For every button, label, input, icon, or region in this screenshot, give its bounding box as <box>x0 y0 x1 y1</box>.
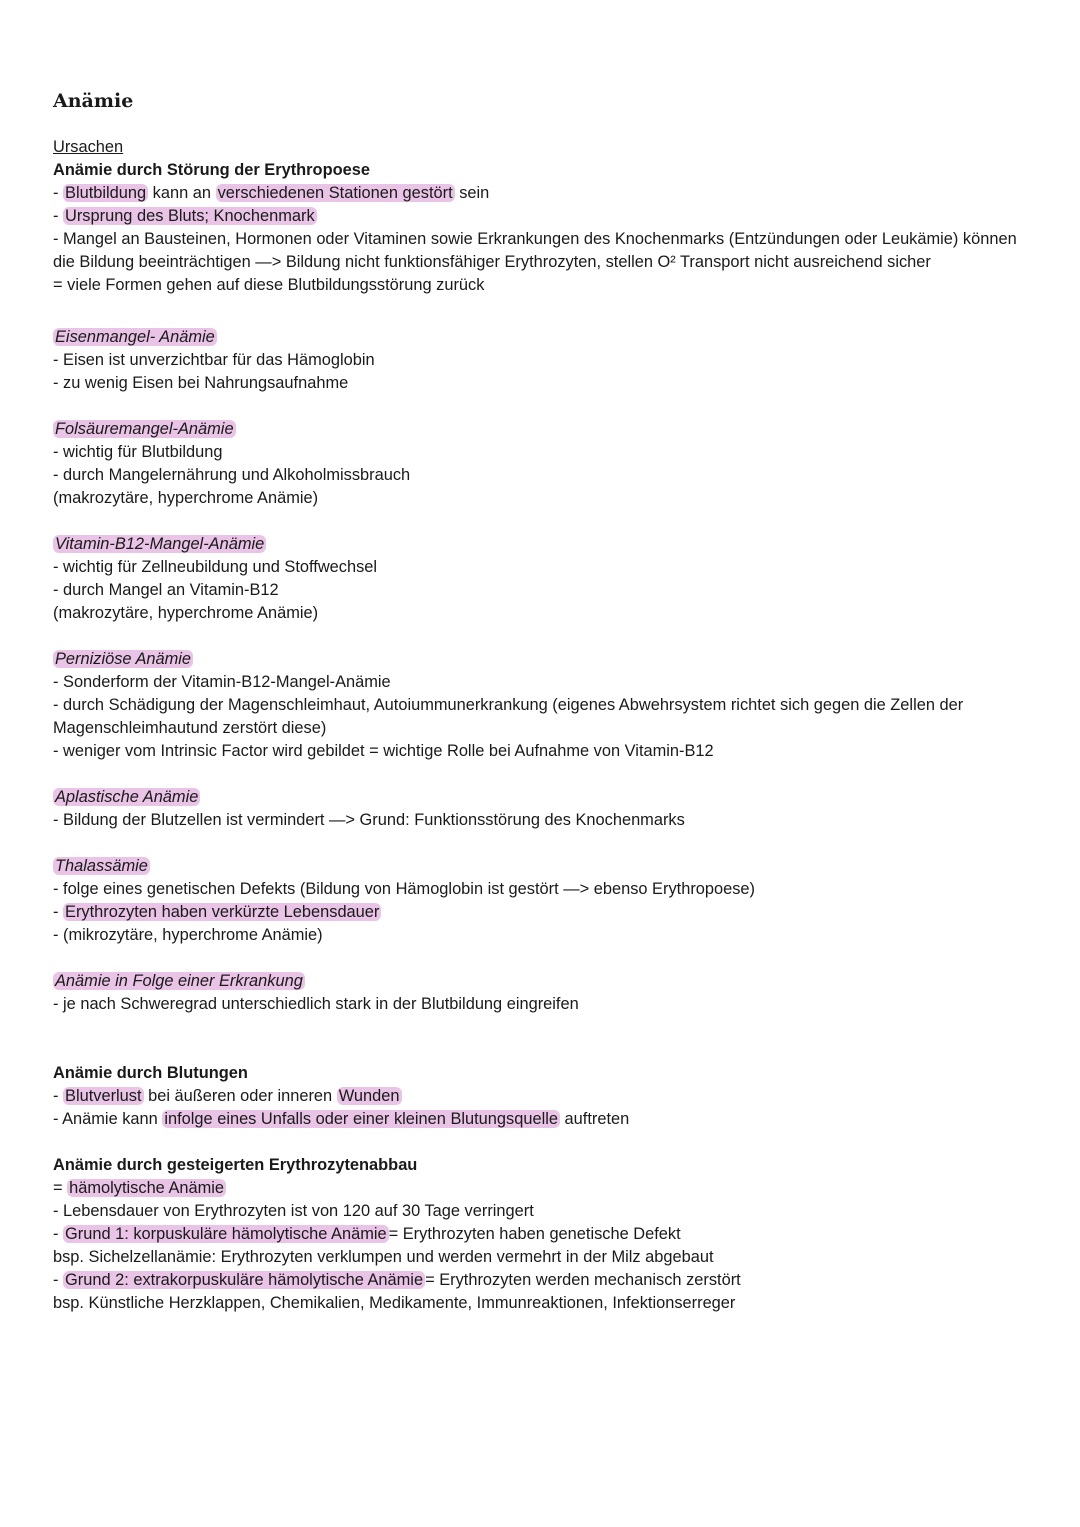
section-label-ursachen: Ursachen <box>53 138 124 156</box>
subheading-aplastische: Aplastische Anämie <box>55 788 199 806</box>
bullet-line: - wichtig für Zellneubildung und Stoffwechsel <box>53 558 378 576</box>
example-line: bsp. Künstliche Herzklappen, Chemikalien, Medikamente, Immunreaktionen, Infektionserreger <box>53 1294 736 1312</box>
subheading-vitamin-b12: Vitamin-B12-Mangel-Anämie <box>55 535 265 553</box>
bullet-line: - Grund 2: extrakorpuskuläre hämolytische Anämie = Erythrozyten werden mechanisch zerstört <box>53 1271 741 1289</box>
bullet-line: - Erythrozyten haben verkürzte Lebensdauer <box>53 903 380 921</box>
bullet-line: - Blutbildung kann an verschiedenen Stationen gestört sein <box>53 184 490 202</box>
summary-line: = viele Formen gehen auf diese Blutbildungsstörung zurück <box>53 276 485 294</box>
bullet-line: - Grund 1: korpuskuläre hämolytische Anämie = Erythrozyten haben genetische Defekt <box>53 1225 681 1243</box>
bullet-line: - Mangel an Bausteinen, Hormonen oder Vitaminen sowie Erkrankungen des Knochenmarks (Entzündungen oder Leukämie) können die Bildung beeinträchtigen —> Bildung nicht funktionsfähiger Erythrozyten, stellen O² Transport nicht ausreichend sicher <box>53 230 1017 271</box>
subheading-eisenmangel: Eisenmangel- Anämie <box>55 328 215 346</box>
bullet-line: - wichtig für Blutbildung <box>53 443 223 461</box>
page-title: Anämie <box>53 90 134 112</box>
subheading-perniziose: Perniziöse Anämie <box>55 650 192 668</box>
bullet-line: - Lebensdauer von Erythrozyten ist von 120 auf 30 Tage verringert <box>53 1202 534 1220</box>
highlight: infolge eines Unfalls oder einer kleinen Blutungsquelle <box>164 1110 558 1128</box>
subheading-thalassaemie: Thalassämie <box>55 857 148 875</box>
document-content <box>53 88 1028 1315</box>
subheading-folge-erkrankung: Anämie in Folge einer Erkrankung <box>55 972 303 990</box>
highlight: Wunden <box>338 1087 400 1105</box>
heading-erythrozytenabbau: Anämie durch gesteigerten Erythrozytenabbau <box>53 1156 418 1174</box>
example-line: bsp. Sichelzellanämie: Erythrozyten verklumpen und werden vermehrt in der Milz abgebaut <box>53 1248 714 1266</box>
highlight: Blutbildung <box>65 184 147 202</box>
bullet-line: - durch Schädigung der Magenschleimhaut, Autoiummunerkrankung (eigenes Abwehrsystem richtet sich gegen die Zellen der Magenschleimhautund zerstört diese) <box>53 696 964 737</box>
heading-erythropoese: Anämie durch Störung der Erythropoese <box>53 161 370 179</box>
note-line: (makrozytäre, hyperchrome Anämie) <box>53 604 319 622</box>
bullet-line: - (mikrozytäre, hyperchrome Anämie) <box>53 926 323 944</box>
highlight: Blutverlust <box>65 1087 142 1105</box>
bullet-line: - folge eines genetischen Defekts (Bildung von Hämoglobin ist gestört —> ebenso Erythropoese) <box>53 880 756 898</box>
bullet-line: - je nach Schweregrad unterschiedlich stark in der Blutbildung eingreifen <box>53 995 579 1013</box>
highlight: Ursprung des Bluts; Knochenmark <box>65 207 315 225</box>
bullet-line: - weniger vom Intrinsic Factor wird gebildet = wichtige Rolle bei Aufnahme von Vitamin-B12 <box>53 742 714 760</box>
highlight: Grund 2: extrakorpuskuläre hämolytische Anämie <box>65 1271 424 1289</box>
bullet-line: - durch Mangelernährung und Alkoholmissbrauch <box>53 466 411 484</box>
highlight: Grund 1: korpuskuläre hämolytische Anämie <box>65 1225 387 1243</box>
note-line: (makrozytäre, hyperchrome Anämie) <box>53 489 319 507</box>
bullet-line: - Ursprung des Bluts; Knochenmark <box>53 207 315 225</box>
bullet-line: - Sonderform der Vitamin-B12-Mangel-Anämie <box>53 673 391 691</box>
bullet-line: - zu wenig Eisen bei Nahrungsaufnahme <box>53 374 349 392</box>
bullet-line: - Eisen ist unverzichtbar für das Hämoglobin <box>53 351 375 369</box>
subheading-folsaeuremangel: Folsäuremangel-Anämie <box>55 420 234 438</box>
highlight: verschiedenen Stationen gestört <box>217 184 453 202</box>
highlight: Erythrozyten haben verkürzte Lebensdauer <box>65 903 380 921</box>
bullet-line: - durch Mangel an Vitamin-B12 <box>53 581 279 599</box>
bullet-line: - Blutverlust bei äußeren oder inneren Wunden <box>53 1087 400 1105</box>
definition-line: = hämolytische Anämie <box>53 1179 225 1197</box>
highlight: hämolytische Anämie <box>69 1179 225 1197</box>
heading-blutungen: Anämie durch Blutungen <box>53 1064 248 1082</box>
bullet-line: - Bildung der Blutzellen ist vermindert —> Grund: Funktionsstörung des Knochenmarks <box>53 811 685 829</box>
bullet-line: - Anämie kann infolge eines Unfalls oder einer kleinen Blutungsquelle auftreten <box>53 1110 630 1128</box>
